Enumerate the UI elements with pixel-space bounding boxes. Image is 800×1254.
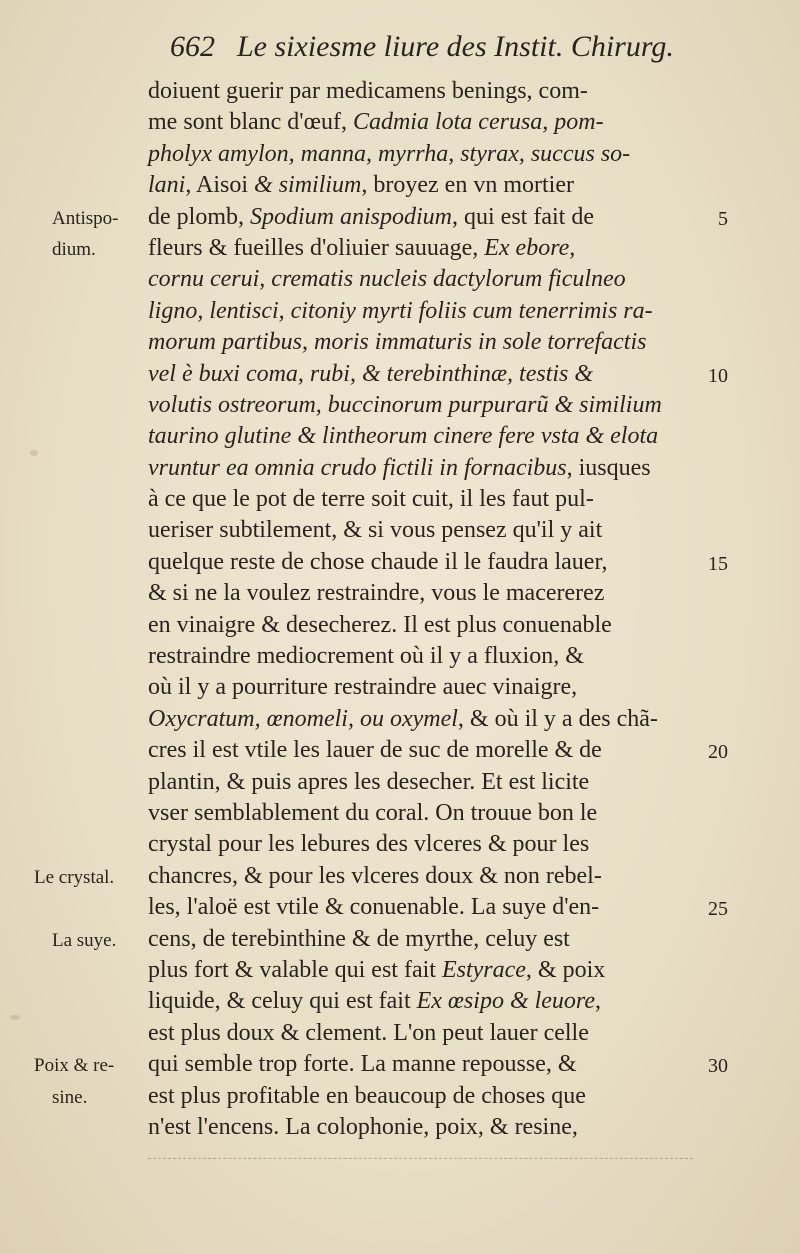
text-line [148,202,708,233]
roman-text: les, l'aloë est vtile & conuenable. La suye d'en- [148,894,600,921]
italic-text: Cadmia lota cerusa, pom- [352,109,604,136]
roman-text: ueriser subtilement, & si vous pensez qu'il y ait [148,517,603,544]
text-line [148,735,708,766]
margin-note: Poix & re- [34,1055,115,1077]
text-line [148,233,708,264]
roman-text: est plus doux & clement. L'on peut lauer celle [148,1019,589,1046]
text-line [148,296,708,327]
line-number: 20 [708,741,728,764]
roman-text: liquide, & celuy qui est fait [148,988,417,1015]
roman-text: de plomb, [148,203,250,230]
margin-note: Le crystal. [34,867,115,888]
text-line [148,327,708,358]
margin-note: dium. [52,239,96,260]
italic-text: & similium [254,172,362,199]
text-line [148,515,708,546]
italic-text: Spodium anispodium [250,203,453,230]
line-number: 15 [708,553,728,575]
text-line [148,1018,708,1049]
text-line [148,107,708,138]
text-line [148,139,708,170]
italic-text: volutis ostreorum, buccinorum purpurarũ & similium [148,391,662,418]
italic-text: morum partibus, moris immaturis in sole torrefactis [148,329,647,356]
roman-text: où il y a pourriture restraindre auec vinaigre, [148,674,578,701]
italic-text: Ex ebore, [484,234,576,261]
folio-number: 662 [170,30,215,63]
roman-text: vser semblablement du coral. On trouue bon le [148,799,598,826]
text-line [148,1112,708,1143]
text-line [148,955,708,986]
italic-text: vel è buxi coma, rubi, & terebinthinæ, testis & [148,360,594,387]
text-line [148,390,708,421]
roman-text: à ce que le pot de terre soit cuit, il les faut pul- [148,486,594,513]
roman-text: qui semble trop forte. La manne repousse, & [148,1051,577,1078]
roman-text: chancres, & pour les vlceres doux & non rebel- [148,862,602,889]
running-title: Le sixiesme liure des Instit. Chirurg. [237,30,674,63]
text-line [148,924,708,955]
text-line [148,264,708,295]
text-line [148,610,708,641]
margin-note: Antispo- [52,207,119,229]
italic-text: Estyrace [441,956,526,983]
text-line [148,861,708,892]
roman-text: en vinaigre & desecherez. Il est plus conuenable [148,611,612,638]
roman-text: quelque reste de chose chaude il le faudra lauer, [148,548,608,575]
text-line [148,484,708,515]
text-line [148,986,708,1017]
roman-text: , Aisoi [185,172,255,199]
roman-text: , qui est fait de [452,203,594,230]
roman-text: plantin, & puis apres les desecher. Et est licite [148,768,590,795]
roman-text: cens, de terebinthine & de myrthe, celuy est [148,925,570,952]
italic-text: pholyx amylon, manna, myrrha, styrax, succus so- [148,140,631,167]
roman-text: , & où il y a des chã- [457,705,658,732]
text-line [148,798,708,829]
bottom-rule [148,1158,693,1159]
margin-note: La suye. [52,929,117,951]
roman-text: restraindre mediocrement où il y a fluxion, & [148,643,584,670]
text-line [148,829,708,860]
roman-text: crystal pour les lebures des vlceres & pour les [148,831,590,858]
body-text [148,76,708,1143]
line-number: 25 [708,898,728,921]
text-line [148,641,708,672]
roman-text: doiuent guerir par medicamens benings, com- [148,78,588,104]
roman-text: & si ne la voulez restraindre, vous le macererez [148,580,605,607]
roman-text: , iusques [566,454,651,481]
text-line [148,359,708,390]
paper-stain [30,450,38,456]
roman-text: n'est l'encens. La colophonie, poix, & resine, [148,1113,578,1140]
roman-text: , [595,988,602,1015]
paper-stain [10,1015,20,1020]
italic-text: taurino glutine & lintheorum cinere fere vsta & elota [148,423,659,450]
text-line [148,704,708,735]
roman-text: est plus profitable en beaucoup de choses que [148,1082,586,1109]
text-line [148,170,708,201]
roman-text: fleurs & fueilles d'oliuier sauuage, [148,234,485,261]
italic-text: vruntur ea omnia crudo fictili in fornacibus [148,454,567,481]
text-line [148,547,708,578]
line-number: 10 [708,364,728,387]
text-line [148,1049,708,1080]
italic-text: Ex œsipo & leuore [416,988,596,1015]
italic-text: ligno, lentisci, citoniy myrti foliis cum tenerrimis ra- [148,297,653,324]
line-number: 5 [718,207,728,230]
text-line [148,76,708,107]
text-line [148,1081,708,1112]
text-line [148,767,708,798]
italic-text: lani [148,172,186,199]
roman-text: , & poix [525,956,606,983]
text-line [148,672,708,703]
roman-text: cres il est vtile les lauer de suc de morelle & de [148,737,602,764]
roman-text: me sont blanc d'œuf, [148,109,353,136]
roman-text: , broyez en vn mortier [361,172,574,199]
roman-text: plus fort & valable qui est fait [148,956,442,983]
text-line [148,892,708,923]
italic-text: cornu cerui, crematis nucleis dactylorum ficulneo [148,266,626,293]
line-number: 30 [708,1055,728,1078]
text-line [148,578,708,609]
running-header [170,30,690,76]
margin-note: sine. [52,1086,88,1108]
text-line [148,421,708,452]
text-line [148,453,708,484]
italic-text: Oxycratum, œnomeli, ou oxymel [148,705,458,732]
